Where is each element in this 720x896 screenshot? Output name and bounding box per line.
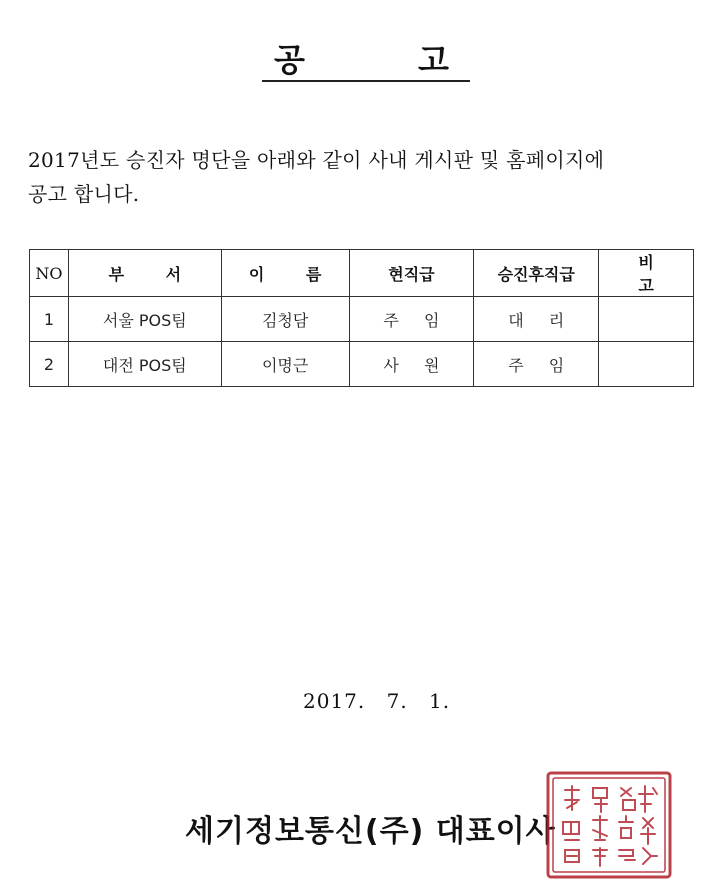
col-header-promoted-rank: 승진후직급 bbox=[474, 250, 599, 297]
notice-title bbox=[262, 40, 470, 82]
cell-no: 2 bbox=[30, 342, 69, 387]
cell-current-rank: 사 원 bbox=[349, 342, 474, 387]
col-header-current-rank: 현직급 bbox=[349, 250, 474, 297]
cell-department: 대전 POS팀 bbox=[68, 342, 221, 387]
cell-remarks bbox=[599, 297, 694, 342]
intro-paragraph bbox=[28, 143, 708, 211]
cell-promoted-rank: 대 리 bbox=[474, 297, 599, 342]
cell-remarks bbox=[599, 342, 694, 387]
cell-no: 1 bbox=[30, 297, 69, 342]
title-left-char: 공 bbox=[274, 41, 305, 79]
col-header-department: 부 서 bbox=[68, 250, 221, 297]
intro-line-1: 2017년도 승진자 명단을 아래와 같이 사내 게시판 및 홈페이지에 bbox=[28, 148, 605, 172]
cell-current-rank: 주 임 bbox=[349, 297, 474, 342]
cell-department: 서울 POS팀 bbox=[68, 297, 221, 342]
company-ceo-signature: 세기정보통신(주) 대표이사 bbox=[185, 814, 556, 849]
col-header-name: 이 름 bbox=[221, 250, 349, 297]
cell-name: 김청담 bbox=[221, 297, 349, 342]
table-header-row bbox=[30, 250, 694, 297]
cell-promoted-rank: 주 임 bbox=[474, 342, 599, 387]
table-row bbox=[30, 342, 694, 387]
col-header-remarks: 비 고 bbox=[599, 250, 694, 297]
table-row bbox=[30, 297, 694, 342]
promotion-table bbox=[29, 249, 694, 387]
intro-line-2: 공고 합니다. bbox=[28, 182, 140, 206]
title-right-char: 고 bbox=[418, 41, 449, 79]
company-seal-stamp bbox=[545, 770, 673, 880]
notice-date: 2017. 7. 1. bbox=[303, 689, 451, 713]
seal-glyphs bbox=[563, 786, 657, 866]
cell-name: 이명근 bbox=[221, 342, 349, 387]
col-header-no: NO bbox=[30, 250, 69, 297]
